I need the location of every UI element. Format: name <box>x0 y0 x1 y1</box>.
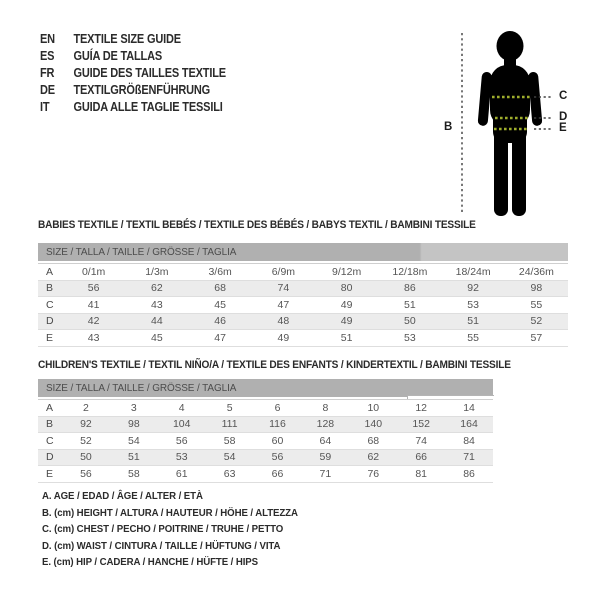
table-cell: 128 <box>316 418 335 431</box>
language-row <box>40 64 226 81</box>
table-cell: 12 <box>415 401 428 414</box>
table-cell: 3 <box>130 401 137 414</box>
table-row <box>38 450 493 467</box>
table-cell: 61 <box>175 467 188 480</box>
table-header-label: SIZE / TALLA / TAILLE / GRÖSSE / TAGLIA <box>46 382 237 394</box>
legend-item: B. (cm) HEIGHT / ALTURA / HAUTEUR / HÖHE / ALTEZZA <box>42 506 298 519</box>
table-cell: 47 <box>214 331 226 344</box>
table-cell: 51 <box>467 315 479 328</box>
legend-item: A. AGE / EDAD / ÂGE / ALTER / ETÀ <box>42 490 203 502</box>
table-cell: 49 <box>340 298 353 311</box>
row-label: D <box>46 451 54 464</box>
table-cell: 63 <box>223 467 236 480</box>
table-cell: 3/6m <box>208 265 232 278</box>
table-cell: 80 <box>340 282 353 295</box>
row-label: E <box>46 467 54 480</box>
table-row <box>38 433 493 450</box>
babies-table-title: BABIES TEXTILE / TEXTIL BEBÉS / TEXTILE DES BÉBÉS / BABYS TEXTIL / BAMBINI TESSILE <box>38 219 476 231</box>
table-cell: 50 <box>404 315 416 328</box>
table-cell: 18/24m <box>455 265 491 278</box>
language-code: ES <box>40 48 55 63</box>
table-cell: 60 <box>271 434 284 447</box>
table-cell: 14 <box>463 401 475 414</box>
table-cell: 5 <box>226 401 233 414</box>
table-cell: 56 <box>175 434 188 447</box>
row-label: B <box>46 418 54 431</box>
language-row <box>40 47 226 64</box>
table-row <box>38 466 493 483</box>
table-cell: 58 <box>127 467 140 480</box>
language-list <box>40 30 226 115</box>
table-cell: 42 <box>87 315 100 328</box>
table-cell: 9/12m <box>332 265 362 278</box>
table-cell: 45 <box>151 331 163 344</box>
babies-table-body <box>38 263 568 347</box>
table-cell: 47 <box>277 298 290 311</box>
table-cell: 8 <box>322 401 329 414</box>
table-cell: 0/1m <box>81 265 106 278</box>
table-cell: 43 <box>151 298 163 311</box>
table-cell: 62 <box>151 282 163 295</box>
table-cell: 52 <box>530 315 543 328</box>
table-cell: 44 <box>151 315 163 328</box>
table-cell: 98 <box>127 418 140 431</box>
table-cell: 58 <box>223 434 236 447</box>
language-row <box>40 98 226 115</box>
table-cell: 56 <box>271 451 284 464</box>
table-header-label: SIZE / TALLA / TAILLE / GRÖSSE / TAGLIA <box>46 246 237 258</box>
table-row <box>38 330 568 347</box>
table-row <box>38 264 568 281</box>
table-cell: 51 <box>340 331 353 344</box>
table-row <box>38 400 493 417</box>
table-cell: 55 <box>530 298 543 311</box>
table-row <box>38 417 493 434</box>
table-cell: 56 <box>87 282 100 295</box>
table-cell: 64 <box>319 434 332 447</box>
language-label: GUÍA DE TALLAS <box>73 48 163 63</box>
language-label: GUIDA ALLE TAGLIE TESSILI <box>73 99 223 114</box>
table-cell: 164 <box>460 418 478 431</box>
figure-label-hip: E <box>559 122 567 134</box>
children-table-body <box>38 399 493 483</box>
table-cell: 71 <box>463 451 475 464</box>
child-silhouette <box>477 31 542 216</box>
table-cell: 92 <box>80 418 92 431</box>
children-size-table <box>38 379 493 483</box>
table-cell: 12/18m <box>392 265 428 278</box>
figure-label-height: B <box>444 121 453 133</box>
table-cell: 76 <box>367 467 380 480</box>
table-cell: 56 <box>80 467 92 480</box>
table-cell: 84 <box>463 434 475 447</box>
table-cell: 53 <box>175 451 188 464</box>
table-cell: 92 <box>467 282 479 295</box>
table-cell: 74 <box>415 434 428 447</box>
table-cell: 57 <box>530 331 543 344</box>
row-label: D <box>46 315 54 328</box>
row-label: E <box>46 331 54 344</box>
table-cell: 86 <box>404 282 416 295</box>
table-cell: 48 <box>277 315 290 328</box>
table-row <box>38 314 568 331</box>
table-row <box>38 281 568 298</box>
table-cell: 74 <box>277 282 290 295</box>
table-cell: 49 <box>277 331 290 344</box>
table-cell: 53 <box>467 298 479 311</box>
language-label: TEXTILE SIZE GUIDE <box>73 31 181 46</box>
table-cell: 52 <box>80 434 92 447</box>
table-cell: 116 <box>269 418 286 431</box>
table-cell: 68 <box>214 282 226 295</box>
child-silhouette-graphic <box>438 12 600 230</box>
table-cell: 68 <box>367 434 380 447</box>
table-cell: 50 <box>80 451 92 464</box>
table-cell: 2 <box>83 401 89 414</box>
language-code: EN <box>40 31 55 46</box>
figure-label-waist: D <box>559 111 568 123</box>
table-cell: 98 <box>530 282 543 295</box>
table-cell: 6/9m <box>271 265 296 278</box>
legend-item: C. (cm) CHEST / PECHO / POITRINE / TRUHE / PETTO <box>42 523 284 535</box>
row-label: A <box>46 265 54 278</box>
language-label: TEXTILGRÖßENFÜHRUNG <box>73 82 211 97</box>
babies-size-table <box>38 243 568 347</box>
table-cell: 54 <box>223 451 236 464</box>
table-cell: 46 <box>214 315 226 328</box>
measurement-figure <box>438 12 600 230</box>
table-cell: 51 <box>127 451 140 464</box>
language-code: IT <box>40 99 50 114</box>
table-cell: 59 <box>319 451 332 464</box>
table-cell: 66 <box>271 467 284 480</box>
table-cell: 41 <box>87 298 100 311</box>
figure-label-chest: C <box>559 90 568 102</box>
babies-table-header <box>38 243 568 261</box>
table-cell: 6 <box>274 401 281 414</box>
table-cell: 1/3m <box>145 265 169 278</box>
table-cell: 104 <box>172 418 191 431</box>
language-row <box>40 81 226 98</box>
legend-item: D. (cm) WAIST / CINTURA / TAILLE / HÜFTUNG / VITA <box>42 539 281 552</box>
language-label: GUIDE DES TAILLES TEXTILE <box>73 65 226 80</box>
table-cell: 10 <box>367 401 380 414</box>
row-label: C <box>46 298 54 311</box>
table-row <box>38 297 568 314</box>
table-cell: 55 <box>467 331 479 344</box>
language-code: FR <box>40 65 55 80</box>
table-cell: 24/36m <box>518 265 554 278</box>
table-cell: 111 <box>221 418 238 431</box>
table-cell: 53 <box>404 331 416 344</box>
table-cell: 49 <box>340 315 353 328</box>
table-cell: 43 <box>87 331 100 344</box>
language-row <box>40 30 226 47</box>
table-cell: 152 <box>412 418 430 431</box>
measurement-legend <box>42 488 298 571</box>
table-cell: 86 <box>463 467 475 480</box>
table-cell: 4 <box>178 401 185 414</box>
children-table-title: CHILDREN'S TEXTILE / TEXTIL NIÑO/A / TEXTILE DES ENFANTS / KINDERTEXTIL / BAMBINI TESSILE <box>38 359 511 371</box>
table-cell: 66 <box>415 451 428 464</box>
row-label: C <box>46 434 54 447</box>
table-cell: 45 <box>214 298 226 311</box>
table-cell: 51 <box>404 298 416 311</box>
table-cell: 62 <box>367 451 380 464</box>
legend-item: E. (cm) HIP / CADERA / HANCHE / HÜFTE / HIPS <box>42 556 259 568</box>
language-code: DE <box>40 82 55 97</box>
table-cell: 140 <box>364 418 383 431</box>
table-cell: 54 <box>127 434 140 447</box>
table-cell: 81 <box>415 467 428 480</box>
table-cell: 71 <box>319 467 332 480</box>
row-label: B <box>46 282 54 295</box>
row-label: A <box>46 401 54 414</box>
